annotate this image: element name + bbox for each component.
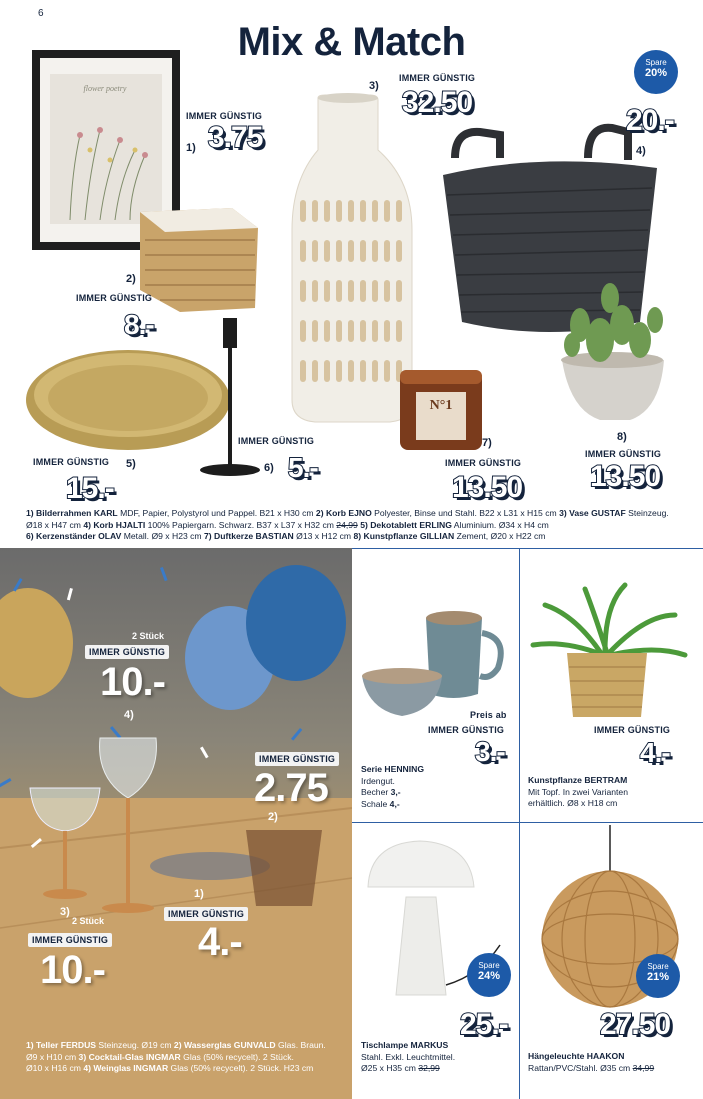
price-tag-p6: IMMER GÜNSTIG [238, 436, 315, 446]
henning-mug-bowl-image [358, 598, 518, 728]
henning-price-prefix: Preis ab [470, 710, 507, 720]
product-number-p5: 5) [126, 458, 136, 470]
henning-line3: Schale 4,- [361, 798, 400, 809]
top-description [26, 508, 686, 543]
price-tag-p3: IMMER GÜNSTIG [399, 73, 476, 83]
bertram-price: 4.- [640, 737, 670, 768]
product-number-p1: 1) [186, 142, 196, 154]
desc-p4-text: 100% Papiergarn. Schwarz. B37 x L37 x H32 cm [145, 519, 337, 530]
price-tag-glass-p4: IMMER GÜNSTIG [85, 645, 169, 659]
price-p3: 32.50 [402, 86, 473, 119]
henning-title: Serie HENNING [361, 764, 425, 774]
henning-line1: Irdengut. [361, 775, 395, 786]
glass-photo-panel [0, 548, 352, 1099]
glass-desc-p2-name: 2) Wasserglas GUNVALD [173, 1040, 276, 1050]
vase-gustaf-image [292, 93, 412, 422]
haakon-price: 27.50 [600, 1008, 671, 1041]
badge-label: Spare [645, 58, 667, 67]
henning-info [361, 764, 424, 810]
product-number-glass-p1: 1) [194, 888, 204, 900]
desc-p1-name: 1) Bilderrahmen KARL [26, 508, 118, 518]
price-tag-glass-p3: IMMER GÜNSTIG [28, 933, 112, 947]
henning-line2: Becher 3,- [361, 787, 401, 797]
desc-p4-old-price: 24,99 [336, 519, 358, 530]
grid-divider-middle [352, 822, 703, 823]
price-glass-p4: 10.- [100, 660, 165, 704]
price-p4: 20.- [626, 104, 674, 137]
desc-p6-name: 6) Kerzenständer OLAV [26, 531, 122, 541]
markus-title: Tischlampe MARKUS [361, 1040, 449, 1050]
price-p7: 13.50 [452, 471, 523, 504]
henning-price-tag: IMMER GÜNSTIG [428, 725, 505, 735]
grid-divider-vertical [519, 548, 520, 1099]
markus-info [361, 1040, 455, 1075]
price-tag-p5: IMMER GÜNSTIG [33, 457, 110, 467]
headline: Mix & Match [237, 20, 466, 64]
glass-desc-p4-name: 4) Weinglas INGMAR [83, 1063, 169, 1073]
desc-p1-text: MDF, Papier, Polystyrol und Pappel. B21 x H30 cm [117, 508, 316, 518]
qty-p3: 2 Stück [72, 916, 105, 926]
product-number-glass-p3: 3) [60, 906, 70, 918]
glass-desc-p3-text: Glas (50% recycelt). 2 Stück. [180, 1051, 294, 1062]
desc-p6-text: Metall. Ø9 x H23 cm [121, 531, 204, 541]
product-number-p2: 2) [126, 273, 136, 285]
desc-p3-name: 3) Vase GUSTAF [559, 508, 626, 518]
price-tag-p1: IMMER GÜNSTIG [186, 111, 263, 121]
price-tag-p7: IMMER GÜNSTIG [445, 458, 522, 468]
desc-p4-name: 4) Korb HJALTI [83, 519, 146, 530]
glass-desc-p1-text: Steinzeug. Ø19 cm [96, 1040, 174, 1050]
bertram-line2: erhältlich. Ø8 x H18 cm [528, 798, 618, 808]
price-glass-p2: 2.75 [254, 766, 328, 810]
markus-line1: Stahl. Exkl. Leuchtmittel. [361, 1051, 456, 1062]
markus-badge-value: 24% [477, 970, 501, 982]
desc-p5-name: 5) Dekotablett ERLING [357, 519, 452, 530]
desc-p3-text: Steinzeug. Ø18 x H47 cm [26, 508, 669, 530]
price-tag-p2: IMMER GÜNSTIG [76, 293, 153, 303]
bertram-title: Kunstpflanze BERTRAM [528, 775, 628, 785]
glass-desc-p2-text: Glas. Braun. [275, 1040, 326, 1050]
price-p1: 3.75 [208, 121, 263, 154]
price-glass-p1: 4.- [198, 920, 242, 964]
product-number-glass-p2: 2) [268, 811, 278, 823]
glass-desc-line3: Ø10 x H16 cm [26, 1063, 84, 1073]
haakon-old-price: 34,99 [632, 1062, 655, 1073]
desc-p5-text: Aluminium. Ø34 x H4 cm [451, 519, 549, 530]
product-number-p6: 6) [264, 462, 274, 474]
markus-line2: Ø25 x H35 cm 32,99 [361, 1063, 440, 1073]
bertram-info [528, 775, 628, 810]
qty-p4: 2 Stück [132, 631, 165, 641]
glass-desc-p3-name: 3) Cocktail-Glas INGMAR [78, 1051, 181, 1062]
price-p5: 15.- [66, 472, 114, 505]
desc-p2-text: Polyester, Binse und Stahl. B22 x L31 x H15 cm [371, 508, 560, 518]
desc-p8-text: Zement, Ø20 x H22 cm [454, 531, 546, 541]
price-tag-glass-p2: IMMER GÜNSTIG [255, 752, 339, 766]
page-number: 6 [38, 8, 44, 19]
haakon-discount-badge [636, 954, 680, 998]
product-number-p3: 3) [369, 80, 379, 92]
desc-p7-text: Ø13 x H12 cm [293, 531, 354, 541]
glass-desc-p4-text: Glas (50% recycelt). 2 Stück. H23 cm [168, 1063, 314, 1073]
price-p2: 8.- [124, 309, 154, 340]
haakon-info [528, 1051, 654, 1074]
bertram-price-tag: IMMER GÜNSTIG [594, 725, 671, 735]
haakon-badge-label: Spare [647, 962, 669, 971]
discount-badge [634, 50, 678, 94]
markus-badge-label: Spare [478, 961, 500, 970]
henning-price: 3.- [475, 736, 505, 767]
bertram-plant-image [525, 575, 695, 725]
grid-divider-top [352, 548, 703, 549]
haakon-badge-value: 21% [646, 971, 670, 983]
desc-p2-name: 2) Korb EJNO [315, 508, 372, 518]
product-number-glass-p4: 4) [124, 709, 134, 721]
haakon-line1: Rattan/PVC/Stahl. Ø35 cm 34,99 [528, 1062, 655, 1073]
tray-erling-image [26, 350, 230, 450]
price-p8: 13.50 [590, 460, 661, 493]
glass-description [26, 1040, 346, 1075]
markus-old-price: 32,99 [418, 1063, 440, 1073]
basket-ejno-image [140, 208, 258, 312]
product-number-p8: 8) [617, 431, 627, 443]
product-number-p7: 7) [482, 437, 492, 449]
product-number-p4: 4) [636, 145, 646, 157]
desc-p7-name: 7) Duftkerze BASTIAN [203, 531, 294, 541]
haakon-title: Hängeleuchte HAAKON [528, 1051, 625, 1061]
basket-hjalti-image [443, 128, 657, 332]
glass-photo-illustration [0, 548, 352, 1099]
top-products-illustration [0, 40, 703, 510]
badge-value: 20% [644, 67, 668, 79]
glass-desc-line2: Ø9 x H10 cm [26, 1051, 79, 1062]
desc-p8-name: 8) Kunstpflanze GILLIAN [353, 531, 455, 541]
price-p6: 5.- [288, 452, 318, 483]
price-tag-glass-p1: IMMER GÜNSTIG [164, 907, 248, 921]
bertram-line1: Mit Topf. In zwei Varianten [528, 786, 628, 797]
glass-desc-p1-name: 1) Teller FERDUS [26, 1040, 97, 1050]
candle-label: N°1 [429, 398, 453, 413]
markus-discount-badge [467, 953, 511, 997]
frame-script: flower poetry [83, 84, 127, 93]
price-tag-p8: IMMER GÜNSTIG [585, 449, 662, 459]
price-glass-p3: 10.- [40, 948, 105, 992]
markus-price: 25.- [460, 1008, 508, 1041]
